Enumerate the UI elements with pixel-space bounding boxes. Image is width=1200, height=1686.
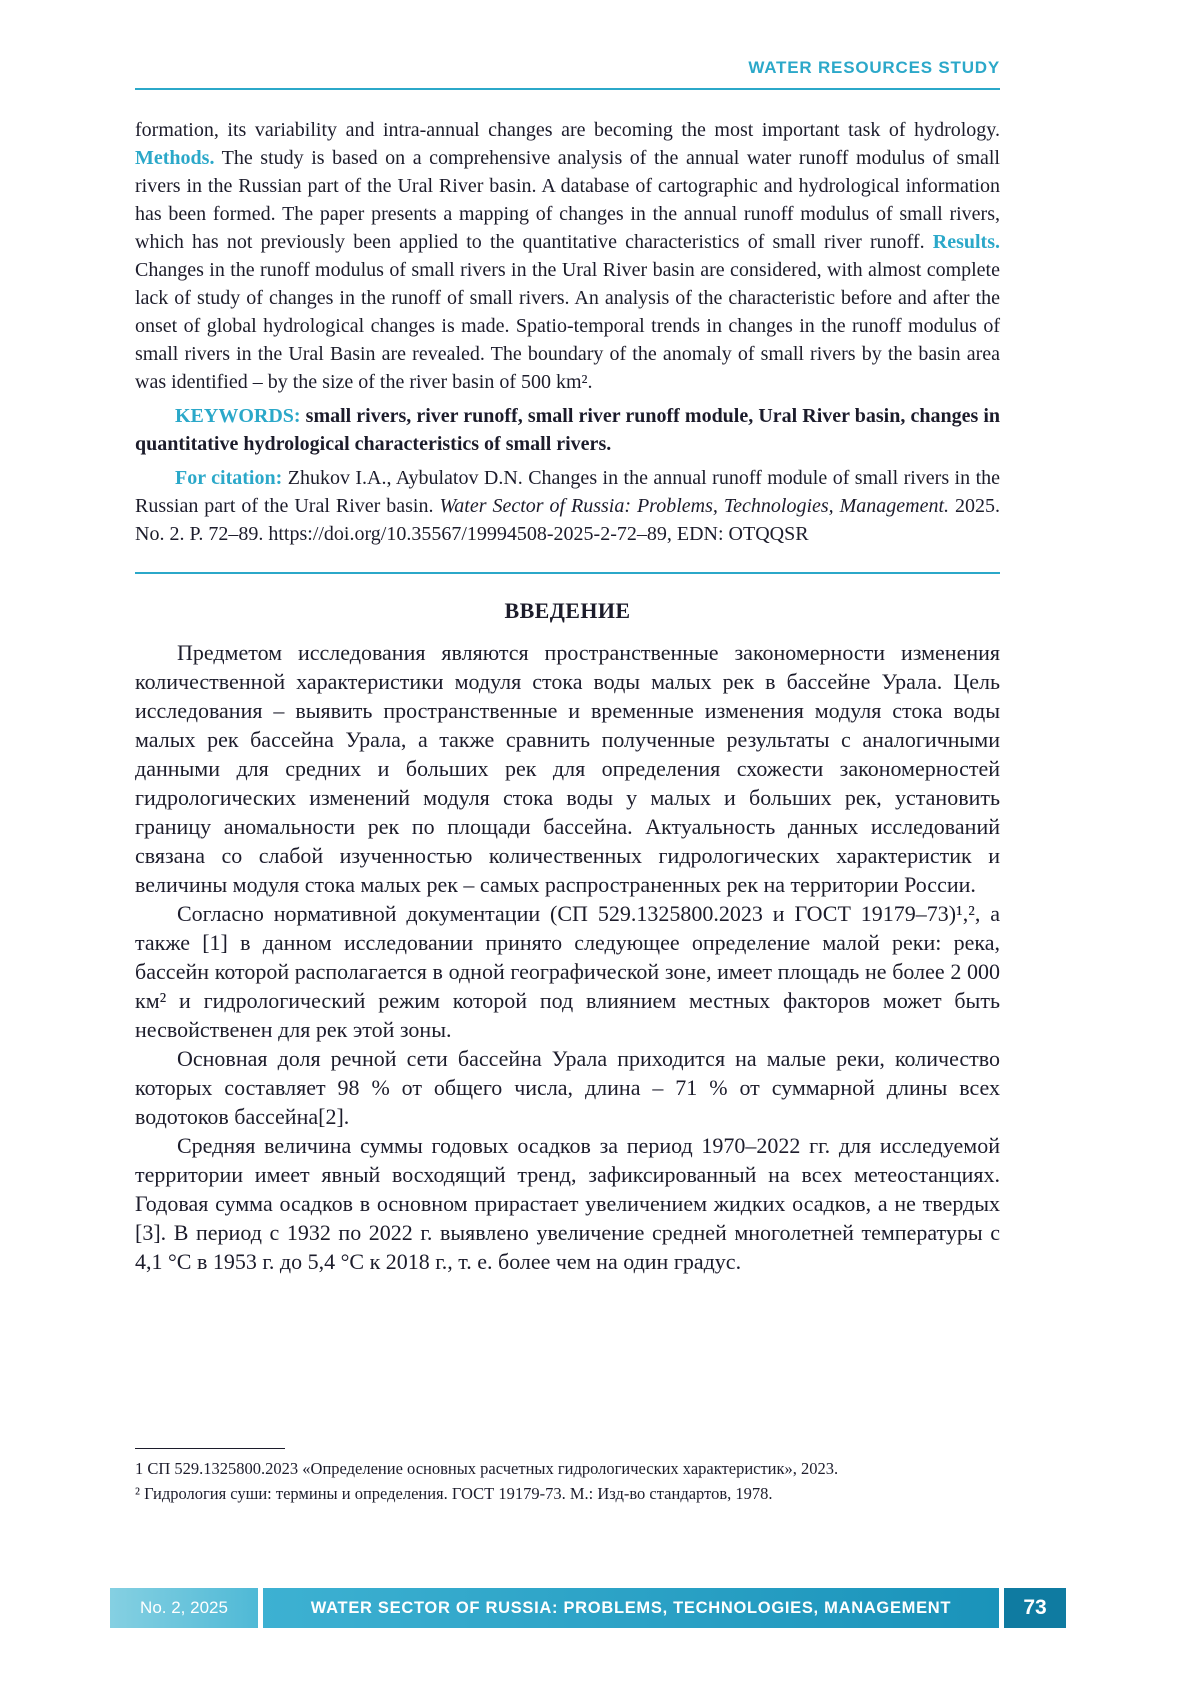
issue-badge: No. 2, 2025	[110, 1588, 258, 1628]
keywords-paragraph	[135, 402, 1000, 458]
footnotes-block	[135, 1448, 1000, 1505]
intro-paragraph-4: Средняя величина суммы годовых осадков за период 1970–2022 гг. для исследуемой территории имеет явный восходящий тренд, зафиксированный на всех метеостанциях. Годовая сумма осадков в основном прирастает увеличением жидких осадков, а не твердых [3]. В период с 1932 по 2022 г. выявлено увеличение средней многолетней температуры с 4,1 °С в 1953 г. до 5,4 °С к 2018 г., т. е. более чем на один градус.	[135, 1133, 1000, 1274]
page-footer	[110, 1588, 1066, 1628]
results-text: Changes in the runoff modulus of small rivers in the Ural River basin are considered, with almost complete lack of study of changes in the runoff of small rivers. An analysis of the characteristic before and after the onset of global hydrological changes is made. Spatio-temporal trends in changes in the runoff modulus of small rivers in the Ural Basin are revealed. The boundary of the anomaly of small rivers by the basin area was identified – by the size of the river basin of 500 km².	[135, 259, 1000, 393]
footnote-2: ² Гидрология суши: термины и определения. ГОСТ 19179-73. М.: Изд-во стандартов, 1978.	[135, 1484, 773, 1503]
keywords-label: KEYWORDS:	[175, 405, 301, 427]
intro-paragraph-3: Основная доля речной сети бассейна Урала приходится на малые реки, количество которых составляет 98 % от общего числа, длина – 71 % от суммарной длины всех водотоков бассейна[2].	[135, 1046, 1000, 1129]
methods-label: Methods.	[135, 147, 215, 169]
citation-authors-title: Zhukov I.A., Aybulatov D.N. Changes in the annual runoff module of small rivers in the Russian part of the Ural River basin.	[135, 467, 1000, 517]
edn-text: , EDN: OTQQSR	[666, 523, 809, 545]
doi-text: https://doi.org/10.35567/19994508-2025-2-72–89	[268, 523, 667, 545]
page-number-badge: 73	[1004, 1588, 1066, 1628]
citation-paragraph	[135, 464, 1000, 548]
citation-issue-info: 2025. No. 2. P. 72–89.	[135, 495, 1001, 545]
methods-text: The study is based on a comprehensive analysis of the annual water runoff modulus of small rivers in the Russian part of the Ural River basin. A database of cartographic and hydrological information has been formed. The paper presents a mapping of changes in the annual runoff modulus of small rivers, which has not previously been applied to the quantitative characteristics of small river runoff.	[135, 147, 1000, 253]
page-content	[135, 58, 1000, 1276]
for-citation-label: For citation:	[175, 467, 283, 489]
introduction-heading: ВВЕДЕНИЕ	[504, 598, 631, 623]
header-rule	[135, 88, 1000, 90]
journal-name-italic: Water Sector of Russia: Problems, Technologies, Management.	[439, 495, 950, 517]
running-head: WATER RESOURCES STUDY	[748, 58, 1000, 77]
intro-paragraph-2: Согласно нормативной документации (СП 529.1325800.2023 и ГОСТ 19179–73)¹,², а также [1] в данном исследовании принято следующее определение малой реки: река, бассейн которой располагается в одной географической зоне, имеет площадь не более 2 000 км² и гидрологический режим которой под влиянием местных факторов может быть несвойственен для рек этой зоны.	[135, 901, 1000, 1042]
intro-paragraph-1: Предметом исследования являются пространственные закономерности изменения количественной характеристики модуля стока воды малых рек в бассейне Урала. Цель исследования – выявить пространственные и временные изменения модуля стока воды малых рек бассейна Урала, а также сравнить полученные результаты с аналогичными данными для средних и больших рек для определения схожести закономерностей гидрологических изменений модуля стока воды у малых и больших рек, установить границу аномальности рек по площади бассейна. Актуальность данных исследований связана со слабой изученностью количественных гидрологических характеристик и величины модуля стока малых рек – самых распространенных рек на территории России.	[135, 640, 1000, 897]
section-divider-rule	[135, 572, 1000, 574]
keywords-text: small rivers, river runoff, small river runoff module, Ural River basin, changes in quantitative hydrological characteristics of small rivers.	[135, 405, 1000, 455]
abstract-lead-text: formation, its variability and intra-annual changes are becoming the most important task of hydrology.	[135, 119, 1000, 141]
footnote-1: 1 СП 529.1325800.2023 «Определение основных расчетных гидрологических характеристик», 2023.	[135, 1459, 839, 1478]
footnote-rule	[135, 1448, 285, 1449]
results-label: Results.	[932, 231, 1000, 253]
abstract-paragraph	[135, 116, 1000, 396]
footer-journal-title: WATER SECTOR OF RUSSIA: PROBLEMS, TECHNOLOGIES, MANAGEMENT	[263, 1588, 999, 1628]
